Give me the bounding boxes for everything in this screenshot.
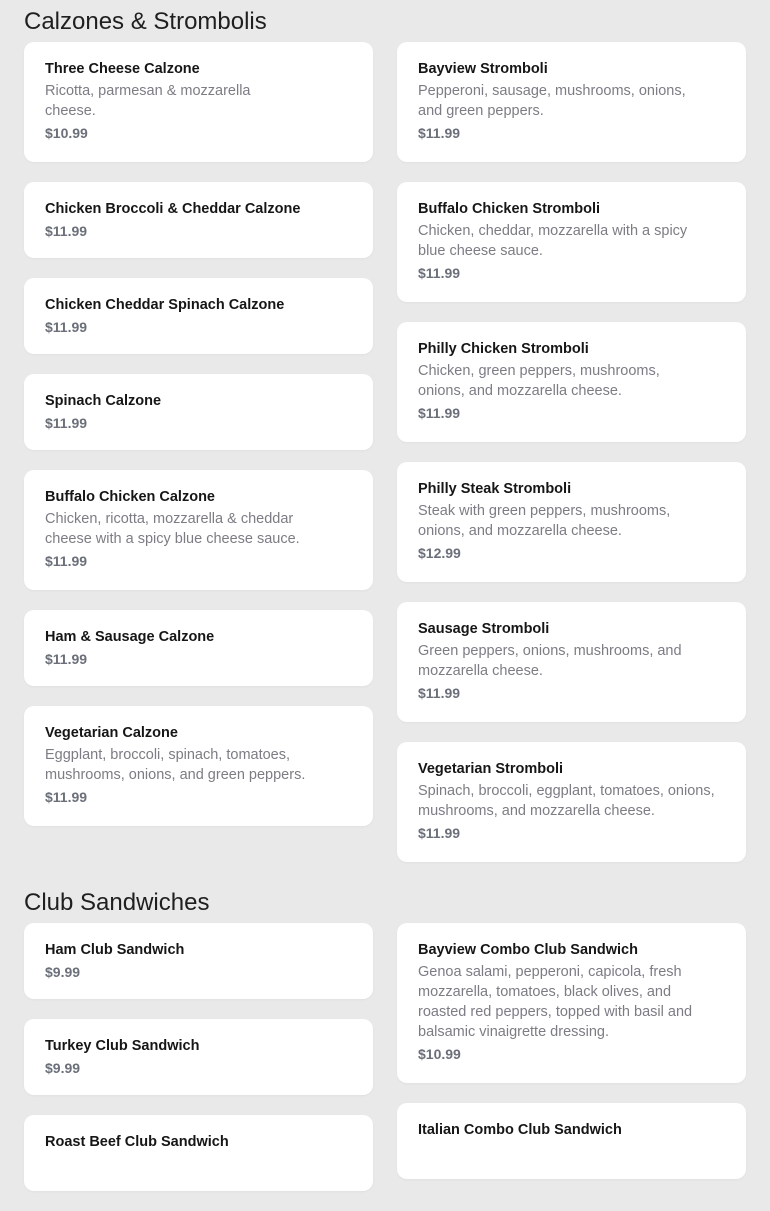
item-price: $11.99 (418, 825, 461, 841)
menu-item-card[interactable] (24, 278, 373, 354)
item-name: Buffalo Chicken Calzone (45, 489, 215, 505)
menu-item-card[interactable] (397, 322, 746, 442)
menu-item-card[interactable] (397, 602, 746, 722)
menu-item-card[interactable] (397, 1103, 746, 1179)
menu-item-card[interactable] (24, 923, 373, 999)
menu-item-card[interactable] (24, 470, 373, 590)
item-description: Genoa salami, pepperoni, capicola, fresh mozzarella, tomatoes, black olives, and roasted red peppers, topped with basil and balsamic vinaigrette dressing. (418, 964, 693, 1040)
section-title: Calzones & Strombolis (24, 8, 267, 35)
item-price: $11.99 (418, 685, 461, 701)
item-name: Chicken Cheddar Spinach Calzone (45, 297, 285, 313)
menu-column-right (397, 923, 746, 1199)
item-price: $12.99 (418, 545, 461, 561)
menu-item-card[interactable] (397, 923, 746, 1083)
menu-item-card[interactable] (24, 1115, 373, 1191)
menu-item-card[interactable] (24, 42, 373, 162)
menu-column-right (397, 42, 746, 882)
item-price: $10.99 (418, 1046, 461, 1062)
item-name: Vegetarian Stromboli (418, 761, 564, 777)
item-price: $11.99 (418, 405, 461, 421)
menu-item-card[interactable] (24, 706, 373, 826)
item-name: Spinach Calzone (45, 393, 162, 409)
item-price: $11.99 (45, 651, 88, 667)
item-description: Green peppers, onions, mushrooms, and mozzarella cheese. (418, 643, 682, 679)
item-price: $11.99 (418, 265, 461, 281)
menu-item-card[interactable] (397, 462, 746, 582)
menu-item-card[interactable] (24, 610, 373, 686)
item-price: $11.99 (45, 553, 88, 569)
item-name: Ham Club Sandwich (45, 942, 185, 958)
item-name: Vegetarian Calzone (45, 725, 178, 741)
item-description: Pepperoni, sausage, mushrooms, onions, and green peppers. (418, 83, 686, 119)
item-price: $11.99 (45, 415, 88, 431)
item-price: $11.99 (45, 319, 88, 335)
item-description: Eggplant, broccoli, spinach, tomatoes, mushrooms, onions, and green peppers. (45, 747, 306, 783)
item-description: Chicken, cheddar, mozzarella with a spicy blue cheese sauce. (418, 223, 688, 259)
item-name: Roast Beef Club Sandwich (45, 1134, 229, 1150)
menu-item-card[interactable] (397, 742, 746, 862)
item-name: Philly Chicken Stromboli (418, 341, 589, 357)
menu-item-card[interactable] (24, 374, 373, 450)
item-price: $9.99 (45, 964, 81, 980)
item-name: Chicken Broccoli & Cheddar Calzone (45, 201, 301, 217)
item-description: Chicken, green peppers, mushrooms, onions, and mozzarella cheese. (418, 363, 660, 399)
item-description: Steak with green peppers, mushrooms, onions, and mozzarella cheese. (418, 503, 671, 539)
item-name: Ham & Sausage Calzone (45, 629, 215, 645)
item-price: $9.99 (45, 1060, 81, 1076)
menu-item-card[interactable] (24, 182, 373, 258)
item-name: Sausage Stromboli (418, 621, 550, 637)
item-description: Spinach, broccoli, eggplant, tomatoes, onions, mushrooms, and mozzarella cheese. (418, 783, 715, 819)
section-title: Club Sandwiches (24, 889, 210, 916)
menu-item-card[interactable] (397, 182, 746, 302)
section-club-sandwiches (24, 889, 746, 1150)
item-price: $11.99 (418, 125, 461, 141)
item-name: Three Cheese Calzone (45, 61, 200, 77)
item-name: Buffalo Chicken Stromboli (418, 201, 601, 217)
item-price: $11.99 (45, 789, 88, 805)
item-price: $10.99 (45, 125, 88, 141)
menu-item-card[interactable] (24, 1019, 373, 1095)
section-calzones-strombolis (24, 8, 746, 841)
menu-column-left (24, 42, 373, 846)
item-price: $11.99 (45, 223, 88, 239)
item-name: Philly Steak Stromboli (418, 481, 572, 497)
menu-item-card[interactable] (397, 42, 746, 162)
item-name: Italian Combo Club Sandwich (418, 1122, 622, 1138)
item-description: Ricotta, parmesan & mozzarella cheese. (45, 83, 251, 119)
item-name: Bayview Stromboli (418, 61, 548, 77)
item-name: Bayview Combo Club Sandwich (418, 942, 638, 958)
item-description: Chicken, ricotta, mozzarella & cheddar cheese with a spicy blue cheese sauce. (45, 511, 300, 547)
item-name: Turkey Club Sandwich (45, 1038, 200, 1054)
menu-column-left (24, 923, 373, 1211)
